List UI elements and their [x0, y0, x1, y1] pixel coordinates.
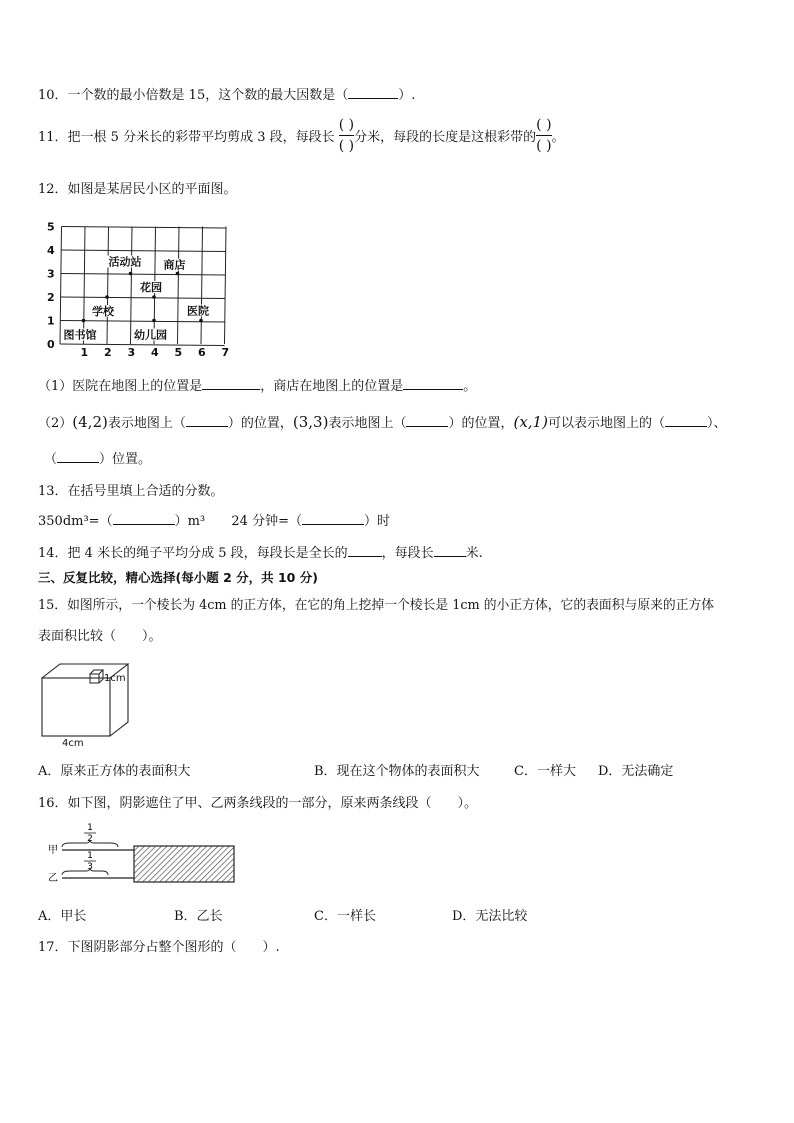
- q11-tail: 。: [551, 130, 565, 145]
- place-label: 学校: [92, 305, 114, 318]
- q14-blank-2[interactable]: [434, 544, 466, 557]
- x-tick-label: 4: [151, 346, 159, 359]
- place-marker: [105, 295, 109, 299]
- q15-option-b[interactable]: B．现在这个物体的表面积大: [314, 764, 480, 779]
- q12-blank-3[interactable]: [665, 414, 707, 427]
- fraction-numerator: ( ): [536, 117, 552, 133]
- grid-vertical-line: [201, 227, 203, 345]
- coordinate-x-1: (x,1): [513, 413, 548, 431]
- q15-option-a[interactable]: A．原来正方体的表面积大: [38, 764, 191, 779]
- q14-blank-1[interactable]: [348, 544, 382, 557]
- q12-sub1: （1）医院在地图上的位置是 ，商店在地图上的位置是 。: [38, 379, 477, 394]
- residential-map-figure: [44, 212, 244, 362]
- grid-vertical-line: [60, 227, 62, 345]
- coordinate-4-2: (4,2): [72, 413, 108, 431]
- grid-horizontal-line: [61, 297, 226, 299]
- x-tick-label: 6: [198, 346, 206, 359]
- q12-blank-1[interactable]: [186, 414, 228, 427]
- grid-vertical-line: [178, 227, 180, 345]
- place-marker: [199, 319, 203, 323]
- grid-horizontal-line: [62, 227, 227, 229]
- place-marker: [129, 272, 133, 276]
- fraction-numerator: 1: [87, 851, 93, 861]
- q15-options: [38, 760, 674, 779]
- shaded-cover: [134, 846, 234, 882]
- x-tick-label: 2: [104, 346, 112, 359]
- fraction-numerator: 1: [87, 823, 93, 833]
- q15-option-d[interactable]: D．无法确定: [598, 764, 674, 779]
- q12-blank-2[interactable]: [406, 414, 448, 427]
- q16-option-d[interactable]: D．无法比较: [452, 909, 528, 924]
- q12-blank-4[interactable]: [57, 450, 99, 463]
- cube-small-label: 1cm: [104, 673, 126, 684]
- q16-option-a[interactable]: A．甲长: [38, 909, 87, 924]
- q16-line: 16．如下图，阴影遮住了甲、乙两条线段的一部分，原来两条线段（ ）。: [38, 796, 478, 811]
- place-label: 商店: [163, 258, 186, 272]
- fraction-numerator: ( ): [338, 117, 355, 133]
- q16-options: [38, 905, 528, 924]
- segment-yi-label: 乙: [48, 873, 58, 884]
- x-tick-label: 1: [80, 346, 89, 359]
- place-label: 花园: [140, 281, 162, 294]
- grid-vertical-line: [225, 227, 227, 345]
- segment-yi-brace: [62, 868, 108, 875]
- fraction-denominator: 3: [87, 862, 93, 872]
- place-label: 活动站: [108, 255, 142, 269]
- segment-jia-label: 甲: [48, 845, 58, 856]
- place-marker: [176, 272, 180, 276]
- q12-sub2: （2）(4,2)表示地图上（ ）的位置，(3,3)表示地图上（ ）的位置，(x,1)可以表示地图上的（ ）、: [38, 413, 727, 431]
- x-tick-label: 5: [174, 346, 183, 359]
- q10-tail: ）.: [398, 88, 416, 103]
- y-tick-label: 5: [47, 220, 55, 234]
- q11-part1: 11．把一根 5 分米长的彩带平均剪成 3 段，每段长: [38, 130, 335, 145]
- coordinate-3-3: (3,3): [292, 413, 329, 431]
- q10-answer-blank[interactable]: [348, 86, 398, 99]
- grid-vertical-line: [131, 227, 133, 345]
- q15-line2: 表面积比较（ ）。: [38, 629, 162, 644]
- x-tick-label: 7: [221, 346, 230, 359]
- place-label: 医院: [187, 304, 209, 318]
- question-11: [38, 116, 565, 155]
- q12-hospital-blank[interactable]: [202, 377, 260, 390]
- q12-shop-blank[interactable]: [403, 377, 463, 390]
- q15-line1: 15．如图所示，一个棱长为 4cm 的正方体，在它的角上挖掉一个棱长是 1cm 的小正方体，它的表面积与原来的正方体: [38, 598, 715, 613]
- section-heading: 三、反复比较，精心选择(每小题 2 分，共 10 分): [38, 570, 318, 585]
- q11-fraction-2[interactable]: [536, 116, 551, 155]
- question-14: 14．把 4 米长的绳子平均分成 5 段，每段长是全长的 ，每段长 米.: [38, 546, 483, 561]
- fraction-denominator: 2: [87, 834, 93, 844]
- place-marker: [152, 319, 156, 323]
- q11-part2: 分米，每段的长度是这根彩带的: [354, 130, 537, 145]
- q15-option-c[interactable]: C．一样大: [514, 764, 576, 779]
- y-tick-label: 2: [47, 291, 55, 304]
- y-tick-label: 0: [47, 338, 55, 351]
- place-marker: [152, 295, 156, 299]
- grid-horizontal-line: [61, 250, 226, 252]
- cube-front-face: [42, 678, 110, 736]
- cube-big-label: 4cm: [62, 738, 84, 749]
- fraction-denominator: ( ): [338, 138, 355, 154]
- place-label: 幼儿园: [134, 328, 167, 342]
- grid-horizontal-line: [61, 274, 226, 276]
- question-10: [38, 84, 415, 103]
- y-tick-label: 3: [47, 267, 55, 281]
- small-cube-top: [90, 670, 103, 674]
- place-label: 图书馆: [63, 328, 97, 342]
- y-tick-label: 4: [47, 244, 55, 257]
- q12-sub2-line2: （ ）位置。: [44, 452, 152, 467]
- grid-vertical-line: [107, 227, 109, 345]
- q10-text: 10．一个数的最小倍数是 15，这个数的最大因数是（: [38, 88, 349, 103]
- q16-option-c[interactable]: C．一样长: [314, 909, 376, 924]
- q13-items: 350dm³=（ ）m³ 24 分钟=（ ）时: [38, 514, 390, 529]
- segments-figure: [40, 820, 240, 886]
- q13-title: 13．在括号里填上合适的分数。: [38, 484, 224, 499]
- q13-blank-1[interactable]: [113, 512, 175, 525]
- q12-title: 12．如图是某居民小区的平面图。: [38, 182, 237, 197]
- y-tick-label: 1: [47, 314, 55, 328]
- cube-figure: [36, 660, 136, 752]
- place-marker: [82, 319, 86, 323]
- grid-vertical-line: [84, 227, 86, 345]
- q13-blank-2[interactable]: [302, 512, 364, 525]
- q16-option-b[interactable]: B．乙长: [174, 909, 223, 924]
- q11-fraction-1[interactable]: [339, 116, 354, 155]
- fraction-denominator: ( ): [536, 138, 552, 154]
- q17-line: 17．下图阴影部分占整个图形的（ ）.: [38, 940, 280, 955]
- x-tick-label: 3: [127, 346, 136, 359]
